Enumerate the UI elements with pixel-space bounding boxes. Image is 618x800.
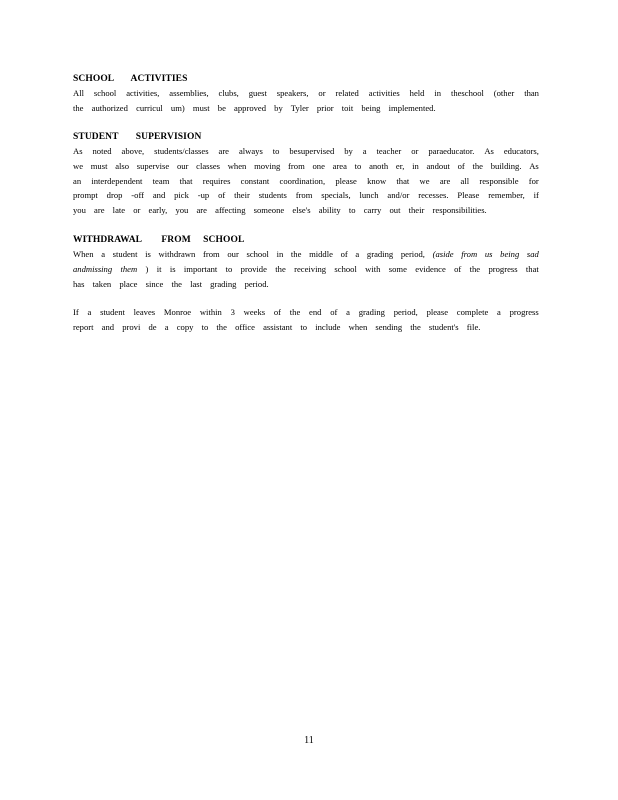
word: the	[472, 160, 483, 171]
word: by	[344, 146, 353, 156]
word: in	[434, 88, 442, 98]
word: anoth	[369, 160, 389, 171]
word: school	[246, 249, 269, 259]
word: Please	[457, 190, 480, 201]
word: drop	[106, 190, 123, 201]
word: grading	[358, 307, 385, 318]
word: or	[318, 88, 326, 98]
word: a	[362, 146, 367, 156]
word: also	[115, 160, 130, 171]
paragraph-line	[73, 247, 539, 262]
word: weeks	[243, 307, 266, 318]
word: speakers,	[276, 88, 309, 98]
word: progress	[488, 263, 518, 274]
word: a	[87, 307, 92, 318]
word: guest	[248, 88, 267, 98]
italic-word: from	[461, 249, 478, 259]
word: that	[525, 263, 539, 274]
section-school-activities	[73, 72, 539, 116]
italic-word: sad	[526, 249, 539, 259]
word: progress	[509, 307, 539, 318]
word: school	[334, 263, 357, 274]
page-number: 11	[304, 735, 314, 746]
word: when	[227, 160, 247, 171]
word: the	[469, 263, 481, 274]
word: of	[457, 160, 465, 171]
word: classes	[196, 160, 220, 171]
word: to	[225, 263, 233, 274]
paragraph-line	[73, 174, 539, 189]
word: team	[152, 175, 170, 186]
word: than	[524, 88, 539, 98]
word: their	[234, 190, 250, 201]
word: we	[419, 175, 430, 186]
word: school	[93, 88, 117, 98]
word: held	[409, 88, 425, 98]
paragraph-line: has taken place since the last grading period.	[73, 278, 269, 289]
word: noted	[92, 146, 112, 156]
word: period,	[393, 307, 418, 318]
word: responsible	[479, 175, 519, 186]
word: a	[355, 249, 360, 259]
word: theschool	[450, 88, 484, 98]
paragraph-line: the authorized curricul um) must be approved by Tyler prior toit being implemented.	[73, 102, 436, 113]
word: supervise	[136, 160, 170, 171]
section-heading-supervision: STUDENT SUPERVISION	[73, 132, 202, 142]
section-heading-activities: SCHOOL ACTIVITIES	[73, 74, 188, 84]
word: prompt	[73, 190, 98, 201]
word: activities,	[126, 88, 160, 98]
word: to	[272, 146, 280, 156]
word: from	[295, 190, 313, 201]
word: leaves	[133, 307, 156, 318]
word: middle	[309, 249, 333, 259]
word: -up	[197, 190, 210, 201]
word: a	[346, 307, 350, 318]
word: period,	[400, 249, 425, 259]
word: the	[289, 307, 301, 318]
word: of	[273, 307, 282, 318]
word: and/or	[387, 190, 410, 201]
section-withdrawal	[73, 233, 539, 335]
word: please	[335, 175, 357, 186]
word: -off	[131, 190, 145, 201]
word: (other	[493, 88, 515, 98]
word: specials,	[321, 190, 351, 201]
italic-word: (aside	[432, 249, 454, 259]
word: within	[199, 307, 222, 318]
word: assemblies,	[169, 88, 209, 98]
word: our	[176, 160, 189, 171]
word: from	[202, 249, 220, 259]
word: always	[238, 146, 263, 156]
word: above,	[121, 146, 145, 156]
word: student	[100, 307, 125, 318]
word: activities	[368, 88, 400, 98]
word: to	[354, 160, 362, 171]
word: some	[388, 263, 407, 274]
word: area	[332, 160, 347, 171]
word: from	[288, 160, 305, 171]
word: know	[367, 175, 387, 186]
word: are	[439, 175, 451, 186]
word: coordination,	[279, 175, 326, 186]
word: Monroe	[163, 307, 192, 318]
word: As	[529, 160, 539, 171]
word: of	[454, 263, 462, 274]
word: grading	[366, 249, 394, 259]
word: the	[290, 249, 302, 259]
word: student	[112, 249, 138, 259]
italic-word: being	[500, 249, 520, 259]
word: provide	[240, 263, 267, 274]
word: end	[309, 307, 322, 318]
word: must	[90, 160, 108, 171]
word: that	[179, 175, 193, 186]
word: we	[73, 160, 84, 171]
paragraph-line	[73, 188, 539, 203]
word: if	[533, 190, 539, 201]
word: 3	[230, 307, 235, 318]
word: are	[218, 146, 229, 156]
word: clubs,	[218, 88, 239, 98]
word: an	[73, 175, 82, 186]
word: one	[312, 160, 325, 171]
word: When	[73, 249, 94, 259]
word: All	[73, 88, 84, 98]
word: of	[340, 249, 348, 259]
word: all	[460, 175, 470, 186]
word: lunch	[359, 190, 379, 201]
italic-word: us	[484, 249, 493, 259]
word: interdependent	[91, 175, 143, 186]
word: building.	[490, 160, 522, 171]
word: is	[169, 263, 176, 274]
word: important	[183, 263, 218, 274]
word: withdrawn	[158, 249, 196, 259]
word: is	[145, 249, 151, 259]
word: in	[412, 160, 419, 171]
word: pick	[174, 190, 189, 201]
word: related	[335, 88, 359, 98]
word: of	[330, 307, 338, 318]
paragraph-line: you are late or early, you are affecting someone else's ability to carry out their responsibilities.	[73, 205, 487, 216]
word: and	[152, 190, 166, 201]
word: for	[528, 175, 539, 186]
paragraph-line	[73, 86, 539, 101]
italic-word: andmissing	[73, 263, 113, 274]
word: students/classes	[154, 146, 209, 156]
paragraph-line	[73, 159, 539, 174]
word: with	[365, 263, 381, 274]
word: or	[411, 146, 419, 156]
word: As	[73, 146, 83, 156]
paragraph-line	[73, 262, 539, 277]
paragraph-line	[73, 144, 539, 159]
word: requires	[202, 175, 231, 186]
word: complete	[456, 307, 489, 318]
italic-word: them	[120, 263, 138, 274]
word: that	[396, 175, 410, 186]
section-heading-withdrawal: WITHDRAWAL FROM SCHOOL	[73, 235, 245, 245]
word: paraeducator.	[428, 146, 475, 156]
word: remember,	[488, 190, 525, 201]
word: please	[426, 307, 449, 318]
word: of	[218, 190, 226, 201]
word: educators,	[503, 146, 539, 156]
word: students	[258, 190, 287, 201]
word: recesses.	[418, 190, 449, 201]
paragraph-line: report and provi de a copy to the office assistant to include when sending the student's file.	[73, 322, 481, 333]
section-student-supervision	[73, 130, 539, 218]
word: )	[145, 263, 149, 274]
word: besupervised	[289, 146, 335, 156]
word: our	[227, 249, 239, 259]
word: As	[484, 146, 494, 156]
word: the	[275, 263, 286, 274]
word: constant	[240, 175, 270, 186]
word: teacher	[376, 146, 402, 156]
word: er,	[395, 160, 405, 171]
word: a	[497, 307, 501, 318]
word: it	[156, 263, 162, 274]
word: receiving	[294, 263, 327, 274]
word: evidence	[415, 263, 446, 274]
paragraph-line	[73, 305, 539, 320]
word: andout	[426, 160, 450, 171]
word: moving	[254, 160, 281, 171]
word: If	[73, 307, 79, 318]
word: in	[276, 249, 284, 259]
word: a	[101, 249, 106, 259]
